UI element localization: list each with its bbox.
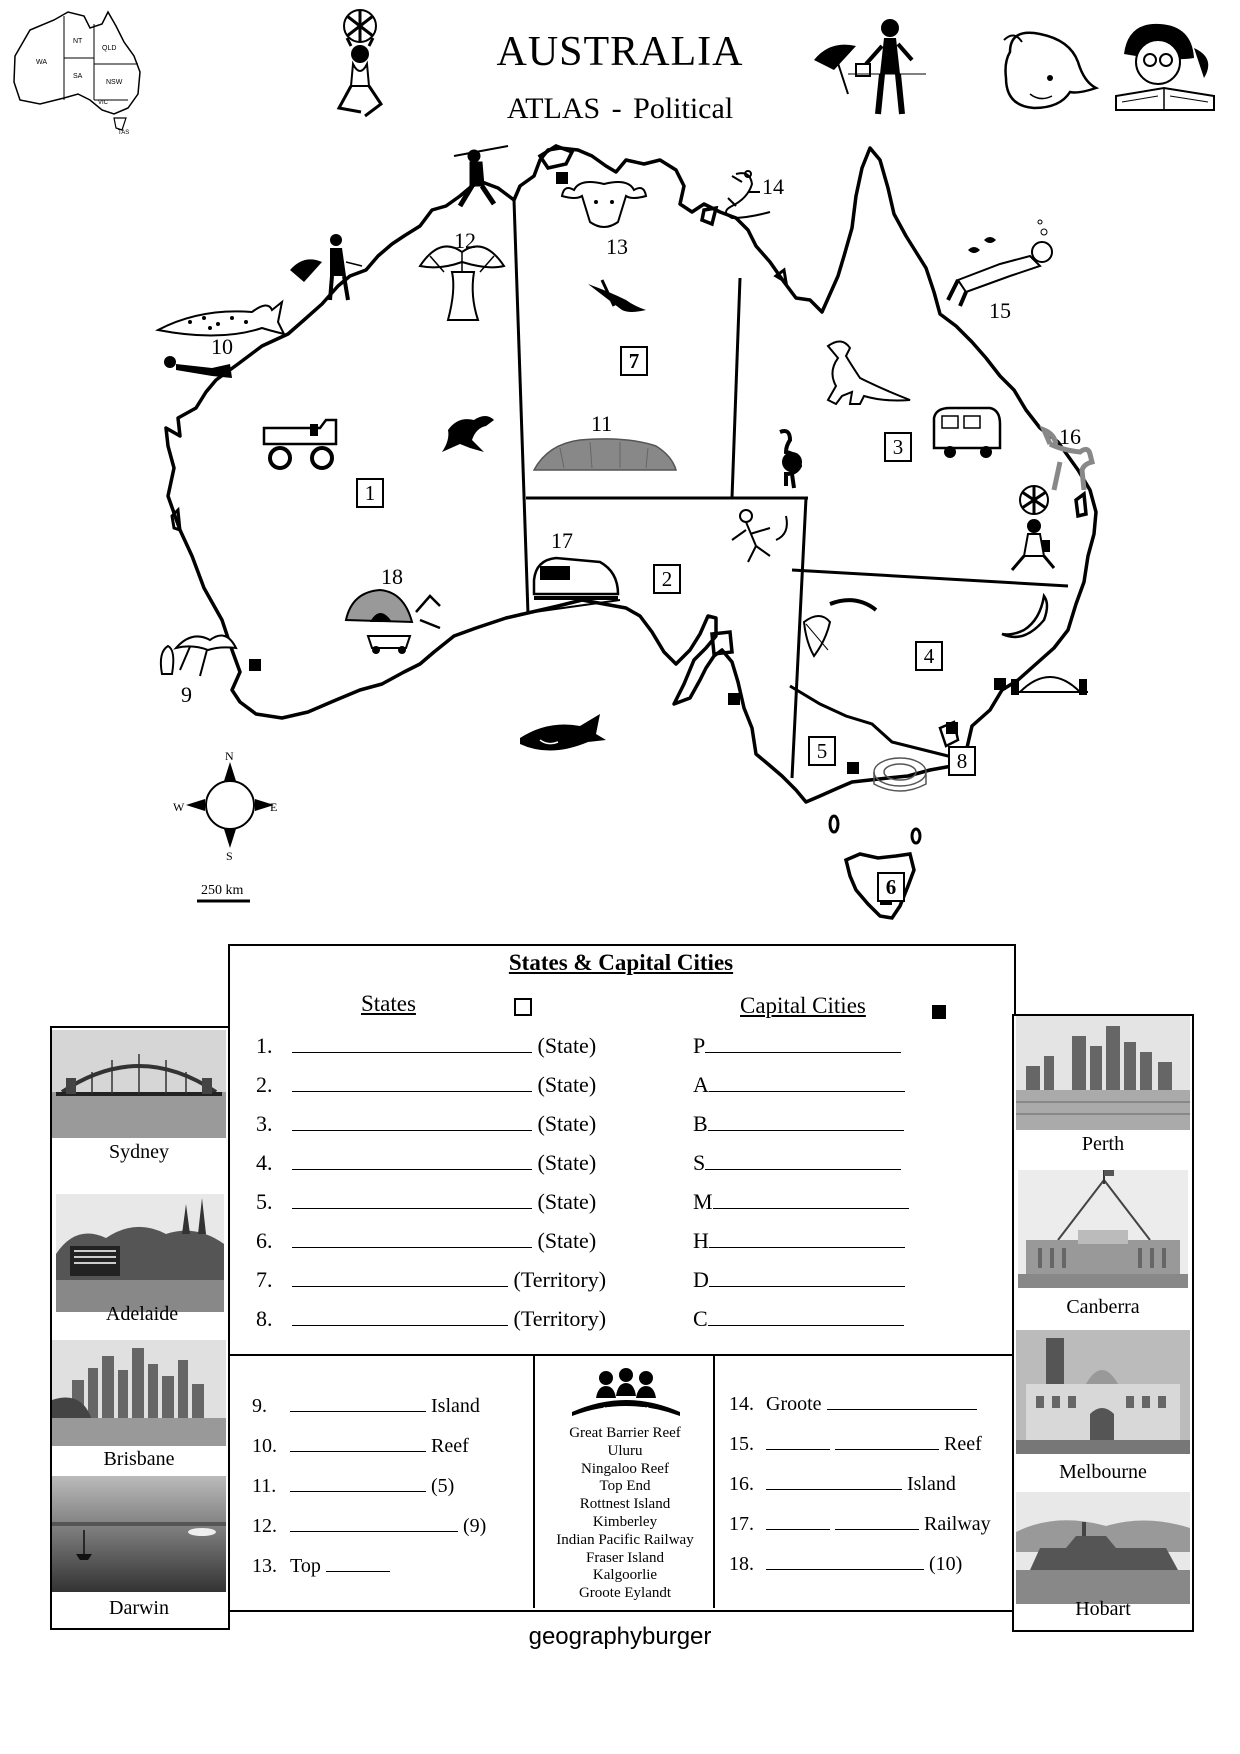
compass-east-label: E xyxy=(270,800,278,814)
feature-number-11: 11 xyxy=(591,411,613,436)
banana-icon xyxy=(1002,596,1047,637)
compass-south-label: S xyxy=(226,849,233,863)
capital-row-1 xyxy=(693,1033,901,1059)
capital-answer-blank[interactable] xyxy=(709,1073,905,1092)
capital-answer-blank[interactable] xyxy=(709,1229,905,1248)
page-title: AUSTRALIA xyxy=(496,29,744,75)
baobab-tree-icon xyxy=(420,246,504,320)
help-desk-word: Groote Eylandt xyxy=(578,1585,672,1602)
help-desk-word: Indian Pacific Railway xyxy=(556,1531,694,1548)
feature-number-13: 13 xyxy=(606,234,628,259)
capital-row-3 xyxy=(693,1111,904,1137)
feature-number: 11. xyxy=(252,1475,277,1497)
feature-number: 10. xyxy=(252,1435,277,1457)
help-desk-word: Rottnest Island xyxy=(579,1496,671,1513)
feature-suffix: (9) xyxy=(463,1515,487,1537)
state-type: (State) xyxy=(537,1111,597,1136)
feature-suffix: (5) xyxy=(431,1475,455,1497)
state-type: (Territory) xyxy=(513,1267,607,1292)
feature-number-14: 14 xyxy=(762,174,784,199)
state-number: 8. xyxy=(256,1306,273,1331)
adelaide-caption: Adelaide xyxy=(105,1303,179,1325)
feature-number-10: 10 xyxy=(211,334,233,359)
state-type: (State) xyxy=(537,1150,597,1175)
state-row-8 xyxy=(256,1306,606,1332)
feature-prefix: Top xyxy=(290,1555,321,1577)
worksheet-divider xyxy=(533,1355,535,1608)
boomerang-icon xyxy=(830,600,876,610)
inset-label-wa: WA xyxy=(36,59,48,66)
state-row-7 xyxy=(256,1267,606,1293)
help-desk-wordlist xyxy=(542,1425,708,1603)
perth-caption: Perth xyxy=(1081,1133,1125,1155)
help-desk-word: Kimberley xyxy=(592,1513,658,1530)
state-number: 6. xyxy=(256,1228,273,1253)
feature-row-17 xyxy=(729,1511,991,1536)
capital-answer-blank[interactable] xyxy=(705,1151,901,1170)
melbourne-photo xyxy=(1016,1330,1190,1454)
feature-suffix: Reef xyxy=(431,1435,469,1457)
state-number: 5. xyxy=(256,1189,273,1214)
buffalo-head-icon xyxy=(562,182,646,227)
inset-label-nt: NT xyxy=(73,38,83,45)
capital-letter: B xyxy=(693,1111,708,1136)
region-box-1: 1 xyxy=(356,478,384,508)
beach-ball-swimmer-icon xyxy=(1012,486,1054,570)
region-box-7: 7 xyxy=(620,346,648,376)
state-type: (State) xyxy=(537,1228,597,1253)
worksheet-divider xyxy=(713,1355,715,1608)
compass-north-label: N xyxy=(225,749,234,763)
state-number: 3. xyxy=(256,1111,273,1136)
capital-answer-blank[interactable] xyxy=(708,1112,904,1131)
feature-answer-blank[interactable] xyxy=(290,1393,426,1412)
capital-letter: C xyxy=(693,1306,708,1331)
spear-hunter-icon xyxy=(454,146,508,206)
state-row-5 xyxy=(256,1189,596,1215)
feature-number: 14. xyxy=(729,1393,754,1415)
capital-letter: M xyxy=(693,1189,713,1214)
feature-number: 9. xyxy=(252,1395,267,1417)
feature-row-11 xyxy=(252,1473,454,1498)
hobart-photo xyxy=(1016,1492,1190,1604)
help-desk-word: Great Barrier Reef xyxy=(569,1425,681,1441)
state-type: (State) xyxy=(537,1033,597,1058)
feature-row-15 xyxy=(729,1431,982,1456)
feature-row-14 xyxy=(729,1391,977,1416)
canberra-caption: Canberra xyxy=(1066,1296,1140,1318)
compass-rose xyxy=(173,749,277,863)
feature-number: 18. xyxy=(729,1553,754,1575)
state-answer-blank[interactable] xyxy=(292,1268,508,1287)
state-answer-blank[interactable] xyxy=(292,1112,532,1131)
feature-row-9 xyxy=(252,1393,480,1418)
feature-answer-blank[interactable] xyxy=(766,1471,902,1490)
feature-prefix: Groote xyxy=(766,1393,822,1415)
feature-row-12 xyxy=(252,1513,486,1538)
dinosaur-icon xyxy=(828,341,910,404)
compass-west-label: W xyxy=(173,800,185,814)
adelaide-photo xyxy=(56,1194,224,1312)
state-row-2 xyxy=(256,1072,596,1098)
hollow-square-icon xyxy=(514,998,532,1016)
feature-suffix: Island xyxy=(907,1473,956,1495)
sydney-photo xyxy=(52,1030,226,1138)
gold-mine-icon xyxy=(346,590,440,654)
brisbane-photo xyxy=(52,1340,226,1446)
melbourne-caption: Melbourne xyxy=(1059,1461,1147,1483)
state-answer-blank[interactable] xyxy=(292,1190,532,1209)
feature-number-9: 9 xyxy=(181,682,192,707)
state-row-3 xyxy=(256,1111,596,1137)
state-number: 2. xyxy=(256,1072,273,1097)
inset-label-qld: QLD xyxy=(102,45,117,52)
quokka-palm-icon xyxy=(161,636,236,677)
capital-letter: A xyxy=(693,1072,709,1097)
region-box-4: 4 xyxy=(915,641,943,671)
page-subtitle: ATLAS - Political xyxy=(506,92,734,125)
capitals-header: Capital Cities xyxy=(740,993,866,1018)
feature-suffix: (10) xyxy=(929,1553,963,1575)
feature-answer-blank[interactable] xyxy=(835,1511,919,1530)
state-row-4 xyxy=(256,1150,596,1176)
filled-square-icon xyxy=(932,1005,946,1019)
state-answer-blank[interactable] xyxy=(292,1151,532,1170)
shark-icon xyxy=(158,302,284,336)
region-box-5: 5 xyxy=(808,736,836,766)
feature-suffix: Island xyxy=(431,1395,480,1417)
state-answer-blank[interactable] xyxy=(292,1073,532,1092)
state-answer-blank[interactable] xyxy=(292,1034,532,1053)
darwin-photo xyxy=(52,1476,226,1592)
capital-row-8 xyxy=(693,1306,904,1332)
feature-answer-blank[interactable] xyxy=(766,1551,924,1570)
capital-row-2 xyxy=(693,1072,905,1098)
capital-answer-blank[interactable] xyxy=(709,1268,905,1287)
feature-suffix: Railway xyxy=(924,1513,991,1535)
skeleton-explorer-icon xyxy=(732,510,787,562)
sydney-caption: Sydney xyxy=(109,1141,169,1163)
capital-row-4 xyxy=(693,1150,901,1176)
capital-answer-blank[interactable] xyxy=(705,1034,901,1053)
state-number: 1. xyxy=(256,1033,273,1058)
state-borders xyxy=(514,200,1068,778)
emu-icon xyxy=(780,431,802,488)
scale-label: 250 km xyxy=(201,883,244,898)
help-desk-word: Ningaloo Reef xyxy=(581,1460,669,1477)
darwin-caption: Darwin xyxy=(109,1597,169,1619)
state-number: 7. xyxy=(256,1267,273,1292)
feature-number-16: 16 xyxy=(1059,424,1081,449)
capital-answer-blank[interactable] xyxy=(708,1307,904,1326)
kangaroo-icon xyxy=(442,416,494,452)
capital-letter: P xyxy=(693,1033,706,1058)
feature-answer-blank[interactable] xyxy=(835,1431,939,1450)
state-type: (State) xyxy=(537,1189,597,1214)
feature-row-16 xyxy=(729,1471,956,1496)
feature-number-12: 12 xyxy=(454,228,476,253)
worksheet-title: States & Capital Cities xyxy=(508,950,734,975)
shield-icon xyxy=(804,616,830,656)
worksheet-divider xyxy=(228,1354,1014,1356)
capital-answer-blank[interactable] xyxy=(713,1190,909,1209)
feature-number: 17. xyxy=(729,1513,754,1535)
capital-letter: D xyxy=(693,1267,709,1292)
feature-number-17: 17 xyxy=(551,528,573,553)
feature-number: 16. xyxy=(729,1473,754,1495)
feature-number: 13. xyxy=(252,1555,277,1577)
state-type: (Territory) xyxy=(513,1306,607,1331)
perth-photo xyxy=(1016,1016,1190,1130)
inset-label-vic: VIC xyxy=(98,100,109,106)
canberra-photo xyxy=(1018,1170,1188,1288)
feature-number: 15. xyxy=(729,1433,754,1455)
feature-answer-blank[interactable] xyxy=(290,1513,458,1532)
eagle-icon xyxy=(588,280,646,312)
feature-row-18 xyxy=(729,1551,962,1576)
help-desk-word: Top End xyxy=(599,1478,651,1495)
capital-letter: H xyxy=(693,1228,709,1253)
states-header: States xyxy=(361,991,416,1016)
state-answer-blank[interactable] xyxy=(292,1229,532,1248)
credit-text: geographyburger xyxy=(528,1623,712,1650)
feature-answer-blank[interactable] xyxy=(827,1391,977,1410)
feature-answer-blank[interactable] xyxy=(290,1433,426,1452)
help-desk-label: HELP DESK xyxy=(603,1406,649,1415)
harbour-bridge-icon xyxy=(1012,677,1088,694)
mining-truck-icon xyxy=(264,420,336,468)
feature-answer-blank[interactable] xyxy=(290,1473,426,1492)
feature-suffix: Reef xyxy=(944,1433,982,1455)
state-row-6 xyxy=(256,1228,596,1254)
state-type: (State) xyxy=(537,1072,597,1097)
region-box-8: 8 xyxy=(948,746,976,776)
feature-row-10 xyxy=(252,1433,469,1458)
capital-row-6 xyxy=(693,1228,905,1254)
inset-label-nsw: NSW xyxy=(106,79,123,86)
hammerhead-shark-icon xyxy=(520,714,606,751)
brisbane-caption: Brisbane xyxy=(103,1448,175,1470)
scuba-diver-icon xyxy=(948,220,1052,306)
uluru-rock-icon xyxy=(534,439,676,470)
help-desk-word: Kalgoorlie xyxy=(592,1567,658,1584)
capital-letter: S xyxy=(693,1150,706,1175)
capital-row-5 xyxy=(693,1189,909,1215)
hobart-caption: Hobart xyxy=(1075,1598,1131,1620)
feature-number: 12. xyxy=(252,1515,277,1537)
state-answer-blank[interactable] xyxy=(292,1307,508,1326)
feature-answer-blank[interactable] xyxy=(326,1553,390,1572)
region-box-3: 3 xyxy=(884,432,912,462)
campervan-icon xyxy=(934,408,1000,458)
help-desk-icon xyxy=(568,1366,684,1418)
fishing-person-icon xyxy=(290,234,362,300)
state-number: 4. xyxy=(256,1150,273,1175)
inset-label-sa: SA xyxy=(73,73,83,80)
help-desk-word: Uluru xyxy=(607,1442,643,1459)
feature-answer-blank[interactable] xyxy=(766,1511,830,1530)
feature-row-13 xyxy=(252,1553,390,1578)
region-box-2: 2 xyxy=(653,564,681,594)
help-desk-word: Fraser Island xyxy=(586,1549,664,1566)
capital-row-7 xyxy=(693,1267,905,1293)
feature-number-15: 15 xyxy=(989,298,1011,323)
region-box-6: 6 xyxy=(877,872,905,902)
feature-number-18: 18 xyxy=(381,564,403,589)
mainland-outline xyxy=(166,148,1096,802)
feature-answer-blank[interactable] xyxy=(766,1431,830,1450)
state-row-1 xyxy=(256,1033,596,1059)
inset-label-tas: TAS xyxy=(118,130,130,136)
